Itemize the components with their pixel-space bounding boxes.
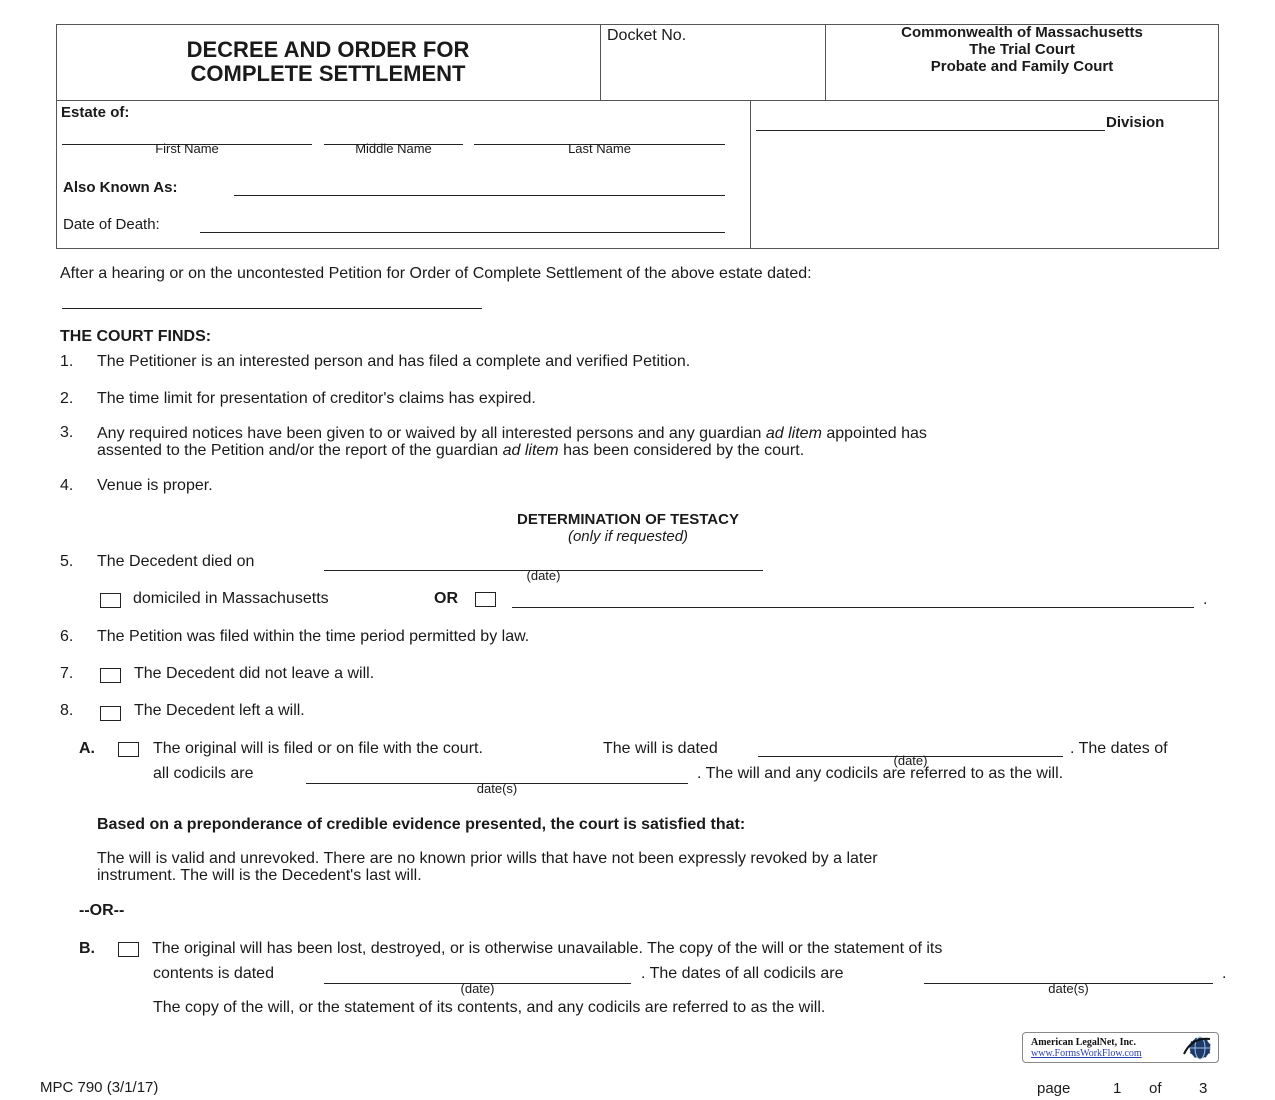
logo-website-link[interactable]: www.FormsWorkFlow.com [1031, 1048, 1142, 1059]
item5-text: The Decedent died on [97, 553, 255, 570]
domiciled-ma-label: domiciled in Massachusetts [133, 590, 329, 607]
docket-number-field[interactable] [604, 48, 820, 96]
codicils-dates-caption: date(s) [476, 781, 518, 796]
court-name-line1: Commonwealth of Massachusetts [901, 24, 1143, 41]
first-name-caption: First Name [155, 141, 219, 156]
option-b-text4: The copy of the will, or the statement of its contents, and any codicils are referred to as the will. [153, 999, 826, 1016]
no-will-checkbox[interactable] [100, 668, 121, 683]
item7-number: 7. [60, 665, 74, 682]
item2-text: The time limit for presentation of creditor's claims has expired. [97, 390, 536, 407]
satisfied-heading: Based on a preponderance of credible evidence presented, the court is satisfied that: [97, 816, 746, 833]
or-separator: --OR-- [79, 902, 125, 919]
middle-name-caption: Middle Name [355, 141, 432, 156]
item3-number: 3. [60, 424, 74, 441]
court-finds-heading: THE COURT FINDS: [60, 328, 212, 345]
option-a-text4: all codicils are [153, 765, 254, 782]
item5-number: 5. [60, 553, 74, 570]
item7-text: The Decedent did not leave a will. [134, 665, 375, 682]
estate-of-label: Estate of: [61, 104, 130, 121]
last-name-caption: Last Name [568, 141, 631, 156]
domicile-other-field[interactable] [512, 607, 1194, 608]
division-field[interactable] [756, 130, 1105, 131]
option-a-text2: The will is dated [603, 740, 718, 757]
globe-icon [1180, 1034, 1216, 1061]
court-name-line2: The Trial Court [969, 41, 1075, 58]
item1-number: 1. [60, 353, 74, 370]
item8-text: The Decedent left a will. [134, 702, 305, 719]
form-title-line1: DECREE AND ORDER FOR [186, 37, 470, 62]
domiciled-ma-checkbox[interactable] [100, 593, 121, 608]
page-total: 3 [1199, 1080, 1208, 1097]
domiciled-other-checkbox[interactable] [475, 592, 496, 607]
option-b-codicils-caption: date(s) [1048, 981, 1089, 996]
petition-date-field[interactable] [62, 308, 482, 309]
left-will-checkbox[interactable] [100, 706, 121, 721]
item6-number: 6. [60, 628, 74, 645]
testacy-subheading: (only if requested) [567, 528, 689, 545]
page-of-label: of [1149, 1080, 1162, 1097]
form-code: MPC 790 (3/1/17) [40, 1079, 159, 1096]
domicile-or-label: OR [434, 590, 458, 607]
docket-label: Docket No. [607, 27, 687, 44]
option-b-period: . [1222, 965, 1227, 982]
date-of-death-field[interactable] [200, 232, 725, 233]
page-label: page [1037, 1080, 1071, 1097]
divider-estate-division [750, 100, 751, 249]
domicile-period: . [1203, 591, 1208, 608]
testacy-heading: DETERMINATION OF TESTACY [517, 511, 739, 528]
aka-label: Also Known As: [63, 179, 178, 196]
item2-number: 2. [60, 390, 74, 407]
option-b-text1: The original will has been lost, destroyed, or is otherwise unavailable. The copy of the will or the statement of its [152, 940, 943, 957]
will-valid-line1: The will is valid and unrevoked. There are no known prior wills that have not been expressly revoked by a later [97, 850, 878, 867]
item3-line2: assented to the Petition and/or the report of the guardian ad litem has been considered by the court. [97, 442, 805, 459]
option-a-text1: The original will is filed or on file with the court. [153, 740, 483, 757]
option-a-label: A. [79, 740, 95, 757]
intro-text: After a hearing or on the uncontested Petition for Order of Complete Settlement of the above estate dated: [60, 265, 812, 282]
item3-line1: Any required notices have been given to or waived by all interested persons and any guardian ad litem appointed has [97, 425, 927, 442]
division-label: Division [1106, 114, 1165, 131]
will-valid-line2: instrument. The will is the Decedent's last will. [97, 867, 422, 884]
will-date-caption: (date) [893, 753, 928, 768]
logo-company-name: American LegalNet, Inc. [1031, 1037, 1136, 1048]
copy-date-caption: (date) [460, 981, 495, 996]
option-b-checkbox[interactable] [118, 942, 139, 957]
item6-text: The Petition was filed within the time period permitted by law. [97, 628, 530, 645]
date-of-death-label: Date of Death: [63, 216, 160, 233]
divider-title-docket [600, 24, 601, 100]
option-a-text3: . The dates of [1070, 740, 1168, 757]
american-legalnet-logo[interactable] [1022, 1032, 1219, 1063]
item4-number: 4. [60, 477, 74, 494]
option-b-text3: . The dates of all codicils are [641, 965, 844, 982]
aka-field[interactable] [234, 195, 725, 196]
death-date-caption: (date) [526, 568, 561, 583]
option-a-text5: . The will and any codicils are referred to as the will. [697, 765, 1064, 782]
option-b-text2: contents is dated [153, 965, 274, 982]
item4-text: Venue is proper. [97, 477, 213, 494]
form-title-line2: COMPLETE SETTLEMENT [190, 61, 466, 86]
option-a-checkbox[interactable] [118, 742, 139, 757]
option-b-label: B. [79, 940, 95, 957]
divider-header-row [56, 100, 1219, 101]
item8-number: 8. [60, 702, 74, 719]
item1-text: The Petitioner is an interested person and has filed a complete and verified Petition. [97, 353, 691, 370]
court-name-line3: Probate and Family Court [930, 58, 1114, 75]
page-current: 1 [1113, 1080, 1122, 1097]
